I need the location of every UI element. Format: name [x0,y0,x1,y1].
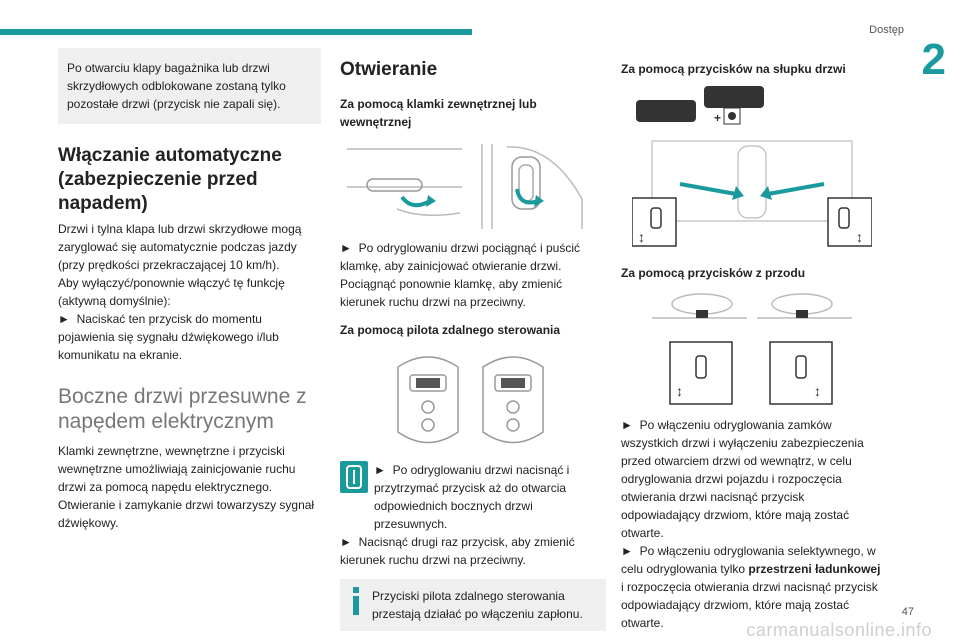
front-step-2-text-a: Po włączeniu odryglowania selektywnego, w celu odryglowania tylko [621,544,876,576]
auto-lock-text-1: Drzwi i tylna klapa lub drzwi skrzydłowe mogą zaryglować się automatycznie podczas jazdy (przy prędkości przekraczającej 10 km/h). [58,222,302,272]
sliding-doors-text-2: Otwieranie i zamykanie drzwi towarzyszy sygnał dźwiękowy. [58,498,315,530]
column-3 [621,48,883,632]
svg-text:↕: ↕ [638,229,645,245]
page-number: 47 [901,606,914,618]
sliding-doors-title: Boczne drzwi przesuwne z napędem elektrycznym [58,385,307,433]
info-text: Przyciski pilota zdalnego sterowania przestają działać po włączeniu zapłonu. [372,589,583,621]
svg-text:↕: ↕ [856,229,863,245]
auto-lock-step-text: Naciskać ten przycisk do momentu pojawienia się sygnału dźwiękowego i/lub komunikatu na ekranie. [58,312,279,362]
remote-step-2-text: Nacisnąć drugi raz przycisk, aby zmienić kierunek ruchu drzwi na przeciwny. [340,535,575,567]
info-box [340,579,606,631]
pillar-buttons-subtitle: Za pomocą przycisków na słupku drzwi [621,62,846,76]
handle-step-text: Po odryglowaniu drzwi pociągnąć i puścić klamkę, aby zainicjować otwieranie drzwi. Pociągnąć ponownie klamkę, aby zmienić kierunek ruchu drzwi na przeciwny. [340,241,581,309]
info-icon [350,587,362,615]
svg-text:+: + [714,111,722,125]
front-step-1-text: Po włączeniu odryglowania zamków wszystkich drzwi i wyłączeniu zabezpieczenia przed otwarciem drzwi od wewnątrz, w celu odryglowania drzwi pojazdu i rozpoczęcia otwierania drzwi nacisnąć przycisk odpowiadający drzwiom, które mają zostać otwarte. [621,418,864,540]
remote-subtitle: Za pomocą pilota zdalnego sterowania [340,323,561,337]
auto-lock-title: Włączanie automatyczne (zabezpieczenie przed napadem) [58,145,282,214]
auto-lock-text-2: Aby wyłączyć/ponownie włączyć tę funkcję (aktywną domyślnie): [58,276,285,308]
front-step-2-bold: przestrzeni ładunkowej [748,562,881,576]
column-2 [340,48,606,631]
auto-lock-step [58,310,321,364]
pillar-buttons-illustration [632,86,872,256]
sliding-door-button-icon [340,461,368,493]
remote-step-1 [374,461,606,533]
opening-title: Otwieranie [340,59,438,80]
remote-step-2 [340,533,606,569]
svg-text:↕: ↕ [814,383,821,399]
sliding-doors-text-1: Klamki zewnętrzne, wewnętrzne i przyciski wewnętrzne umożliwiają zainicjowanie ruchu drzwi za pomocą napędu elektrycznego. [58,444,296,494]
arrow-bullet-icon: ► [340,241,352,255]
front-buttons-subtitle: Za pomocą przycisków z przodu [621,266,806,280]
arrow-bullet-icon: ► [340,535,352,549]
arrow-bullet-icon: ► [374,463,386,477]
front-step-2 [621,542,883,632]
remote-step-1-text: Po odryglowaniu drzwi nacisnąć i przytrzymać przycisk aż do otwarcia odpowiednich bocznych drzwi przesuwnych. [374,463,570,531]
arrow-bullet-icon: ► [58,312,70,326]
arrow-bullet-icon: ► [621,544,633,558]
front-step-2-text-b: i rozpoczęcia otwierania drzwi nacisnąć przycisk odpowiadający drzwiom, które mają zostać otwarte. [621,580,878,630]
door-handle-illustration [342,139,604,231]
watermark: carmanualsonline.info [746,620,932,640]
header-accent-bar [0,29,472,35]
section-name: Dostęp [869,24,904,36]
column-1 [58,48,321,532]
svg-text:↕: ↕ [676,383,683,399]
front-step-1 [621,416,883,542]
note-box: Po otwarciu klapy bagażnika lub drzwi skrzydłowych odblokowane zostaną tylko pozostałe drzwi (przycisk nie zapali się). [58,48,321,124]
arrow-bullet-icon: ► [621,418,633,432]
handle-step [340,239,606,311]
chapter-number: 2 [921,35,946,84]
front-buttons-illustration [652,290,852,410]
remote-step-block [340,461,606,533]
remote-keys-illustration [373,347,573,453]
handle-subtitle: Za pomocą klamki zewnętrznej lub wewnętrznej [340,97,537,129]
